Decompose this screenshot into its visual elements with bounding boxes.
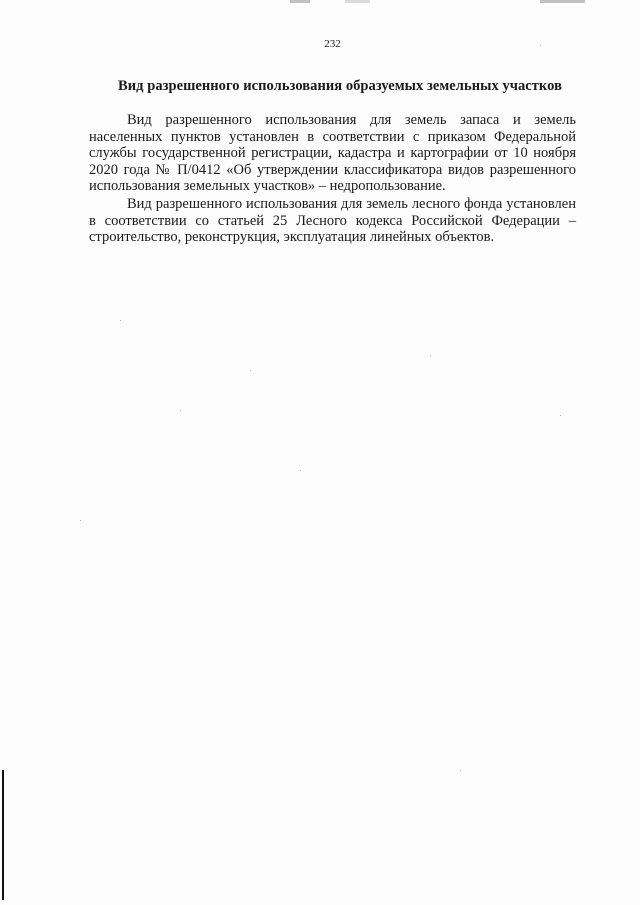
scan-speck bbox=[120, 320, 121, 321]
scan-margin-bar bbox=[2, 770, 4, 900]
scan-artifact-top bbox=[345, 0, 370, 3]
scan-speck bbox=[180, 410, 181, 411]
page-title: Вид разрешенного использования образуемых земельных участков bbox=[118, 78, 562, 94]
scan-speck bbox=[430, 355, 431, 356]
scan-speck bbox=[540, 45, 541, 46]
body-text bbox=[89, 112, 576, 246]
scan-artifact-top bbox=[540, 0, 585, 3]
paragraph-permitted-use-reserve-lands: Вид разрешенного использования для земель запаса и земель населенных пунктов установлен в соответствии с приказом Федеральной службы государственной регистрации, кадастра и картографии от 10 ноября 2020 года № П/0412 «Об утверждении классификатора видов разрешенного использования земельных участков» – недропользование. bbox=[89, 112, 576, 195]
scan-artifact-top bbox=[290, 0, 310, 3]
paragraph-permitted-use-forest-lands: Вид разрешенного использования для земель лесного фонда установлен в соответствии со статьей 25 Лесного кодекса Российской Федерации – строительство, реконструкция, эксплуатация линейных объектов. bbox=[89, 195, 576, 246]
scan-speck bbox=[250, 370, 251, 371]
scan-speck bbox=[460, 770, 461, 771]
scan-speck bbox=[300, 470, 301, 471]
page-number: 232 bbox=[324, 38, 341, 50]
scan-speck bbox=[80, 520, 81, 521]
scan-speck bbox=[560, 415, 561, 416]
